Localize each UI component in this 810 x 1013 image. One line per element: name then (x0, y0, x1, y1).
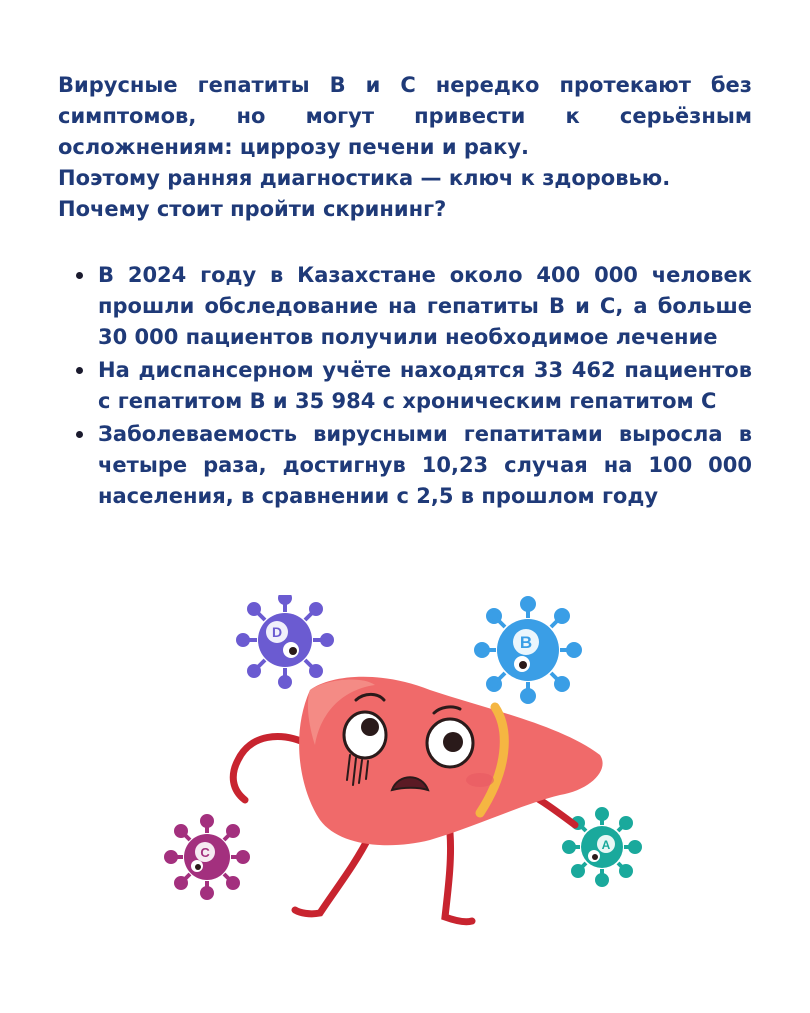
virus-b-label: B (519, 633, 533, 652)
liver-illustration (160, 595, 650, 935)
virus-a-icon (564, 809, 640, 885)
liver-body (299, 677, 603, 845)
bullet-icon (76, 272, 83, 279)
fact-text: В 2024 году в Казахстане около 400 000 человек прошли обследование на гепатиты B и C, а больше 30 000 пациентов получили необходимое лечение (98, 263, 752, 349)
bullet-icon (76, 367, 83, 374)
fact-text: Заболеваемость вирусными гепатитами выросла в четыре раза, достигнув 10,23 случая на 100 000 населения, в сравнении с 2,5 в прошлом году (98, 422, 752, 508)
facts-list (58, 260, 752, 514)
bullet-icon (76, 431, 83, 438)
virus-c-label: C (200, 845, 210, 860)
virus-d-icon (238, 595, 332, 687)
virus-d-label: D (271, 624, 283, 640)
fact-text: На диспансерном учёте находятся 33 462 пациентов с гепатитом B и 35 984 с хроническим гепатитом C (98, 358, 752, 413)
fact-item (58, 260, 752, 353)
intro-text (58, 70, 752, 225)
intro-paragraph: Вирусные гепатиты B и C нередко протекают без симптомов, но могут привести к серьёзным осложнениям: циррозу печени и раку. (58, 73, 752, 159)
virus-b-icon (476, 598, 580, 702)
intro-key-message: Поэтому ранняя диагностика — ключ к здоровью. (58, 166, 671, 190)
fact-item (58, 419, 752, 512)
fact-item (58, 355, 752, 417)
intro-question: Почему стоит пройти скрининг? (58, 197, 447, 221)
virus-a-label: A (601, 838, 611, 852)
virus-c-icon (166, 816, 248, 898)
